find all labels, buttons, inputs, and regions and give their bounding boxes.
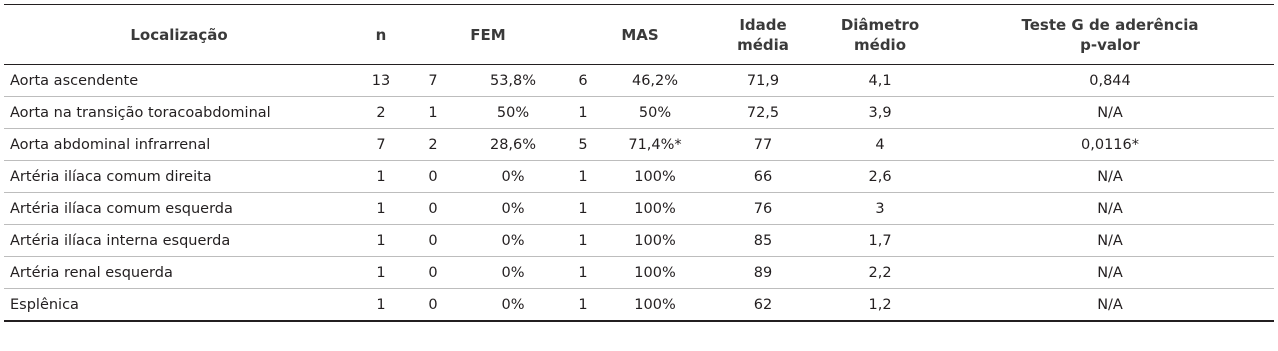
cell-mas-pct: 100% xyxy=(634,264,676,281)
table-row xyxy=(4,289,1274,322)
cell-diametro-medio: 1,7 xyxy=(868,232,892,249)
table-row xyxy=(4,161,1274,193)
cell-diametro-medio: 1,2 xyxy=(868,296,892,313)
cell-mas-n: 1 xyxy=(578,296,588,313)
header-n: n xyxy=(354,5,408,65)
table-row xyxy=(4,129,1274,161)
cell-mas-pct: 100% xyxy=(634,168,676,185)
header-diametro xyxy=(814,5,946,65)
cell-fem-pct: 53,8% xyxy=(489,72,537,89)
table-row xyxy=(4,257,1274,289)
header-idade-line1: Idade xyxy=(739,15,787,34)
cell-fem-pct: 0% xyxy=(501,168,525,185)
cell-fem-pct: 0% xyxy=(501,296,525,313)
cell-p-valor: 0,0116* xyxy=(1081,136,1140,153)
cell-fem-pct: 0% xyxy=(501,232,525,249)
cell-n: 7 xyxy=(376,136,386,153)
cell-localizacao: Aorta na transição toracoabdominal xyxy=(10,104,271,121)
cell-mas-n: 6 xyxy=(578,72,588,89)
cell-fem-pct: 28,6% xyxy=(489,136,537,153)
cell-mas-n: 5 xyxy=(578,136,588,153)
cell-fem-n: 0 xyxy=(428,264,438,281)
table-header xyxy=(4,5,1274,65)
cell-fem-n: 0 xyxy=(428,168,438,185)
cell-n: 1 xyxy=(376,232,386,249)
cell-idade-media: 85 xyxy=(753,232,773,249)
cell-diametro-medio: 4,1 xyxy=(868,72,892,89)
cell-n: 1 xyxy=(376,200,386,217)
table-row xyxy=(4,225,1274,257)
cell-diametro-medio: 4 xyxy=(875,136,885,153)
cell-p-valor: 0,844 xyxy=(1089,72,1131,89)
cell-fem-n: 0 xyxy=(428,232,438,249)
cell-localizacao: Esplênica xyxy=(10,296,79,313)
cell-mas-n: 1 xyxy=(578,104,588,121)
cell-p-valor: N/A xyxy=(1097,232,1123,249)
cell-idade-media: 71,9 xyxy=(746,72,780,89)
cell-p-valor: N/A xyxy=(1097,296,1123,313)
cell-localizacao: Aorta ascendente xyxy=(10,72,139,89)
cell-mas-n: 1 xyxy=(578,232,588,249)
cell-diametro-medio: 3 xyxy=(875,200,885,217)
cell-idade-media: 89 xyxy=(753,264,773,281)
cell-mas-pct: 100% xyxy=(634,296,676,313)
cell-fem-n: 1 xyxy=(428,104,438,121)
data-table xyxy=(4,4,1274,322)
cell-idade-media: 76 xyxy=(753,200,773,217)
cell-mas-pct: 71,4%* xyxy=(628,136,682,153)
header-idade-line2: média xyxy=(737,35,789,54)
cell-n: 2 xyxy=(376,104,386,121)
cell-mas-n: 1 xyxy=(578,200,588,217)
cell-fem-n: 7 xyxy=(428,72,438,89)
cell-p-valor: N/A xyxy=(1097,104,1123,121)
cell-diametro-medio: 2,2 xyxy=(868,264,892,281)
cell-mas-n: 1 xyxy=(578,168,588,185)
cell-localizacao: Artéria ilíaca comum esquerda xyxy=(10,200,233,217)
cell-idade-media: 72,5 xyxy=(746,104,780,121)
cell-localizacao: Artéria renal esquerda xyxy=(10,264,173,281)
table-row xyxy=(4,193,1274,225)
header-diametro-line1: Diâmetro xyxy=(840,15,920,34)
cell-fem-n: 0 xyxy=(428,296,438,313)
cell-mas-pct: 46,2% xyxy=(631,72,679,89)
cell-diametro-medio: 3,9 xyxy=(868,104,892,121)
cell-diametro-medio: 2,6 xyxy=(868,168,892,185)
header-diametro-line2: médio xyxy=(854,35,907,54)
cell-n: 1 xyxy=(376,264,386,281)
cell-p-valor: N/A xyxy=(1097,264,1123,281)
cell-mas-pct: 50% xyxy=(638,104,672,121)
cell-mas-n: 1 xyxy=(578,264,588,281)
cell-fem-pct: 0% xyxy=(501,200,525,217)
cell-n: 13 xyxy=(371,72,391,89)
table-row xyxy=(4,65,1274,97)
cell-idade-media: 66 xyxy=(753,168,773,185)
cell-n: 1 xyxy=(376,296,386,313)
cell-mas-pct: 100% xyxy=(634,200,676,217)
header-row xyxy=(4,5,1274,65)
cell-idade-media: 62 xyxy=(753,296,773,313)
cell-n: 1 xyxy=(376,168,386,185)
cell-p-valor: N/A xyxy=(1097,200,1123,217)
cell-fem-pct: 50% xyxy=(496,104,530,121)
header-teste-g xyxy=(946,5,1274,65)
header-fem: FEM xyxy=(408,5,568,65)
cell-localizacao: Aorta abdominal infrarrenal xyxy=(10,136,211,153)
cell-mas-pct: 100% xyxy=(634,232,676,249)
cell-fem-n: 2 xyxy=(428,136,438,153)
table-row xyxy=(4,97,1274,129)
cell-localizacao: Artéria ilíaca comum direita xyxy=(10,168,212,185)
cell-p-valor: N/A xyxy=(1097,168,1123,185)
cell-localizacao: Artéria ilíaca interna esquerda xyxy=(10,232,231,249)
header-idade xyxy=(712,5,814,65)
cell-fem-pct: 0% xyxy=(501,264,525,281)
header-localizacao: Localização xyxy=(4,5,354,65)
cell-fem-n: 0 xyxy=(428,200,438,217)
table-body xyxy=(4,65,1274,322)
header-teste-line1: Teste G de aderência xyxy=(1021,15,1199,34)
header-teste-line2: p-valor xyxy=(1080,35,1140,54)
cell-idade-media: 77 xyxy=(753,136,773,153)
header-mas: MAS xyxy=(568,5,712,65)
